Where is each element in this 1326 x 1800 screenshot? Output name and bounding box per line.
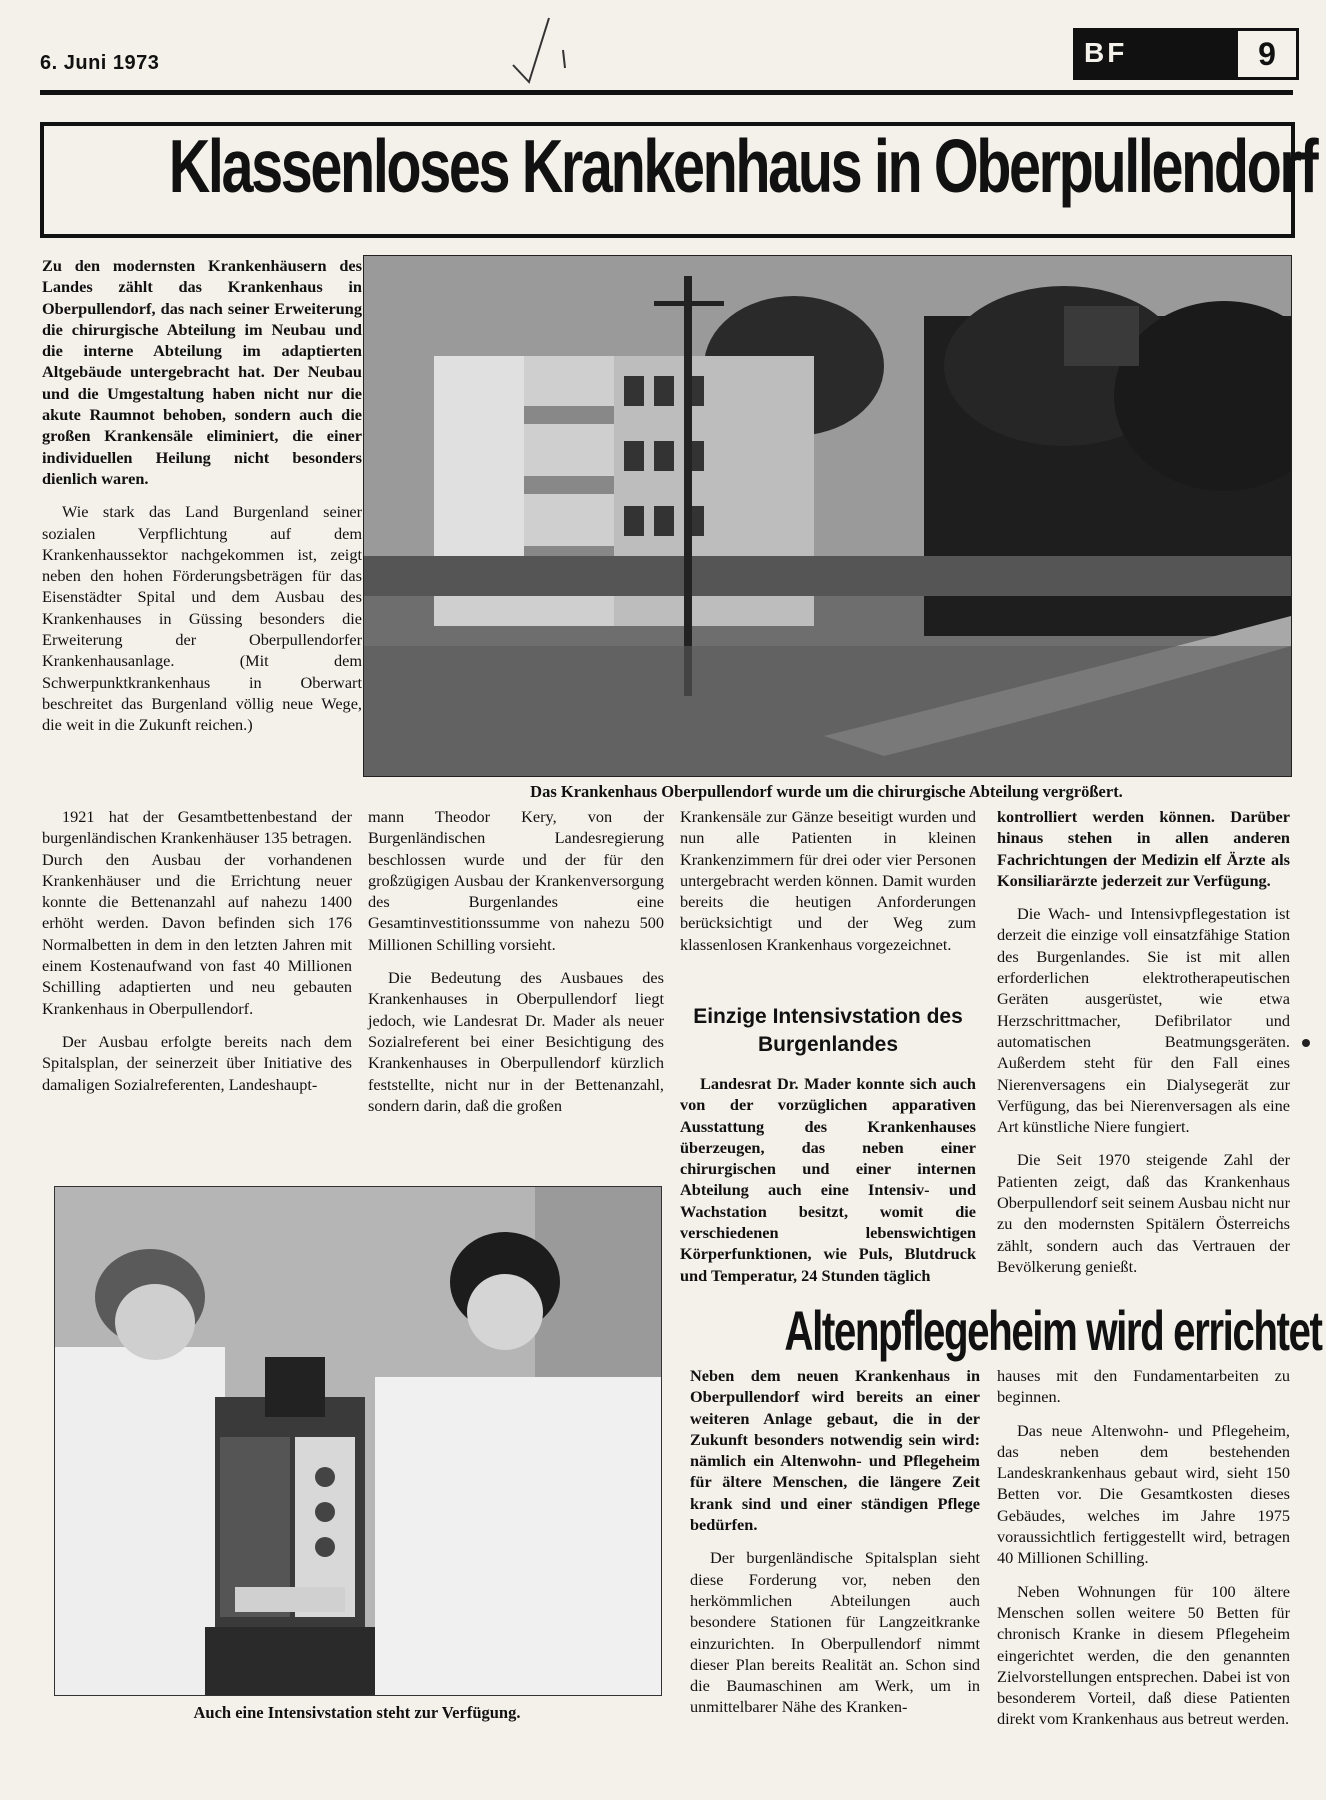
lead-paragraph-2: Wie stark das Land Burgenland seiner sozialen Verpflichtung auf dem Krankenhaussektor nachgekommen ist, zeigt neben den hohen Förderungsbeträgen für das Eisenstädter Spital und dem Ausbau des Krankenhauses in Güssing besonders die Erweiterung der Oberpullendorfer Krankenhausanlage. (Mit dem Schwerpunktkrankenhaus in Oberwart beschreitet das Burgenland völlig neue Wege, die weit in die Zukunft reichen.) — [42, 502, 362, 735]
section-label: BF — [1084, 37, 1128, 68]
col5-paragraph-3: Die Seit 1970 steigende Zahl der Patienten zeigt, daß das Krankenhaus Oberpullendorf seit seinem Ausbau nicht nur zu den modernsten Spitälern Österreichs zählt, sondern auch das Vertrauen der Bevölkerung genießt. — [997, 1150, 1290, 1276]
headline-box — [40, 122, 1317, 238]
page-marker — [1073, 28, 1299, 80]
column-5 — [997, 806, 1290, 1289]
bottom-photo-caption: Auch eine Intensivstation steht zur Verfügung. — [193, 1703, 521, 1722]
column-4 — [680, 806, 976, 967]
article2-paragraph-2: Der burgenländische Spitalsplan sieht diese Forderung vor, neben den herkömmlichen Abteilungen auch besondere Stationen für Langzeitkranke einzurichten. In Oberpullendorf nimmt dieser Plan bereits Realität an. Schon sind die Baumaschinen am Werk, um in unmittelbarer Nähe des Kranken- — [690, 1548, 980, 1717]
column-2 — [42, 806, 352, 1107]
main-headline: Klassenloses Krankenhaus in Oberpullendorf — [168, 125, 1317, 209]
col2-paragraph-1: 1921 hat der Gesamtbettenbestand der burgenländischen Krankenhäuser 135 betragen. Durch den Ausbau der vorhandenen Krankenhäuser und die Errichtung neuer konnte die Bettenanzahl auf nahezu 1400 erhöht werden. Davon befinden sich 176 Normalbetten in dem in den letzten Jahren mit einem Kostenaufwand von fast 40 Millionen Schilling adaptierten und neu gebauten Krankenhaus in Oberpullendorf. — [42, 807, 352, 1018]
column-4-continued — [680, 1073, 976, 1298]
col2-paragraph-2: Der Ausbau erfolgte bereits nach dem Spitalsplan, der seinerzeit über Initiative des damaligen Sozialreferenten, Landeshaupt- — [42, 1031, 352, 1094]
issue-date: 6. Juni 1973 — [40, 52, 160, 74]
article2-column-2 — [997, 1365, 1290, 1742]
column-3 — [368, 806, 664, 1128]
lead-intro: Zu den modernsten Krankenhäusern des Landes zählt das Krankenhaus in Oberpullendorf, das nach seiner Erweiterung die chirurgische Abteilung im Neubau und die interne Abteilung im adaptierten Altgebäude untergebracht hat. Der Neubau und die Umgestaltung haben nicht nur die akute Raumnot behoben, sondern auch die großen Krankensäle eliminiert, die einer individuellen Heilung nicht besonders dienlich waren. — [42, 256, 362, 488]
hospital-photo-illustration — [364, 256, 1291, 776]
col5-paragraph-1: kontrolliert werden können. Darüber hinaus stehen in allen anderen Fachrichtungen der Medizin elf Ärzte als Konsiliarärzte jederzeit zur Verfügung. — [997, 807, 1290, 890]
col3-paragraph-2: Die Bedeutung des Ausbaues des Krankenhauses in Oberpullendorf liegt jedoch, wie Landesrat Dr. Mader als neuer Sozialreferent bei einer Besichtigung des Krankenhauses in Oberpullendorf kürzlich feststellte, nicht nur in der Bettenanzahl, sondern darin, daß die großen — [368, 968, 664, 1115]
margin-dot — [1302, 1039, 1310, 1047]
intensive-care-photo — [54, 1186, 662, 1696]
col3-paragraph-1: mann Theodor Kery, von der Burgenländischen Landesregierung beschlossen wurde und der für den großzügigen Ausbau der Krankenversorgung des Burgenlandes eine Gesamtinvestitionssumme von nahezu 500 Millionen Schilling vorsieht. — [368, 807, 664, 954]
hospital-building-photo — [363, 255, 1292, 777]
intensive-care-subheading: Einzige Intensivstation des Burgenlandes — [693, 1005, 963, 1056]
intensive-care-photo-illustration — [55, 1187, 661, 1695]
article2-paragraph-4: Das neue Altenwohn- und Pflegeheim, das neben dem bestehenden Landeskrankenhaus gebaut wird, sieht 150 Betten vor. Die Gesamtkosten dieses Gebäudes, welches im Jahre 1975 voraussichtlich fertiggestellt wird, betragen 40 Millionen Schilling. — [997, 1420, 1290, 1568]
second-headline — [680, 1298, 1322, 1363]
article2-column-1 — [690, 1365, 980, 1730]
article2-paragraph-3: hauses mit den Fundamentarbeiten zu beginnen. — [997, 1366, 1290, 1407]
top-photo-caption: Das Krankenhaus Oberpullendorf wurde um die chirurgische Abteilung vergrößert. — [530, 782, 1123, 801]
col4-paragraph-1: Krankensäle zur Gänze beseitigt wurden und nun alle Patienten in kleinen Krankenzimmern für drei oder vier Personen untergebracht werden können. Damit wurden bereits die heutigen Anforderungen berücksichtigt und der Weg zum klassenlosen Krankenhaus vorgezeichnet. — [680, 807, 976, 954]
article2-paragraph-5: Neben Wohnungen für 100 ältere Menschen sollen weitere 50 Betten für chronisch Kranke in diesem Pflegeheim eingerichtet werden, die den genannten Zielvorstellungen entsprechen. Dabei ist von besonderem Vorteil, daß diese Patienten direkt vom Krankenhaus aus betreut werden. — [997, 1581, 1290, 1729]
second-headline-text: Altenpflegeheim wird errichtet — [784, 1299, 1322, 1362]
handwritten-check-mark — [505, 10, 575, 90]
top-rule — [40, 90, 1293, 95]
lead-column — [42, 255, 362, 748]
col4-paragraph-2: Landesrat Dr. Mader konnte sich auch von der vorzüglichen apparativen Ausstattung des Krankenhauses überzeugen, das neben einer chirurgischen und einer internen Abteilung auch eine Intensiv- und Wachstation besitzt, womit die verschiedenen lebenswichtigen Körperfunktionen, wie Puls, Blutdruck und Temperatur, 24 Stunden täglich — [680, 1074, 976, 1285]
article2-lead: Neben dem neuen Krankenhaus in Oberpullendorf wird bereits an einer weiteren Anlage gebaut, die in der Zukunft besonders notwendig sein wird: nämlich ein Altenwohn- und Pflegeheim für ältere Menschen, die längere Zeit krank sind und einer ständigen Pflege bedürfen. — [690, 1366, 980, 1535]
page-number: 9 — [1235, 31, 1296, 77]
col5-paragraph-2: Die Wach- und Intensivpflegestation ist derzeit die einzige voll einsatzfähige Station des Burgenlandes. Sie ist mit allen erforderlichen elektrotherapeutischen Geräten ausgerüstet, wie etwa Herzschrittmacher, Defibrilator und automatischen Beatmungsgeräten. Außerdem steht für den Fall eines Nierenversagens ein Dialysegerät zur Verfügung, das bei Nierenversagen als eine Art künstliche Niere fungiert. — [997, 904, 1290, 1137]
